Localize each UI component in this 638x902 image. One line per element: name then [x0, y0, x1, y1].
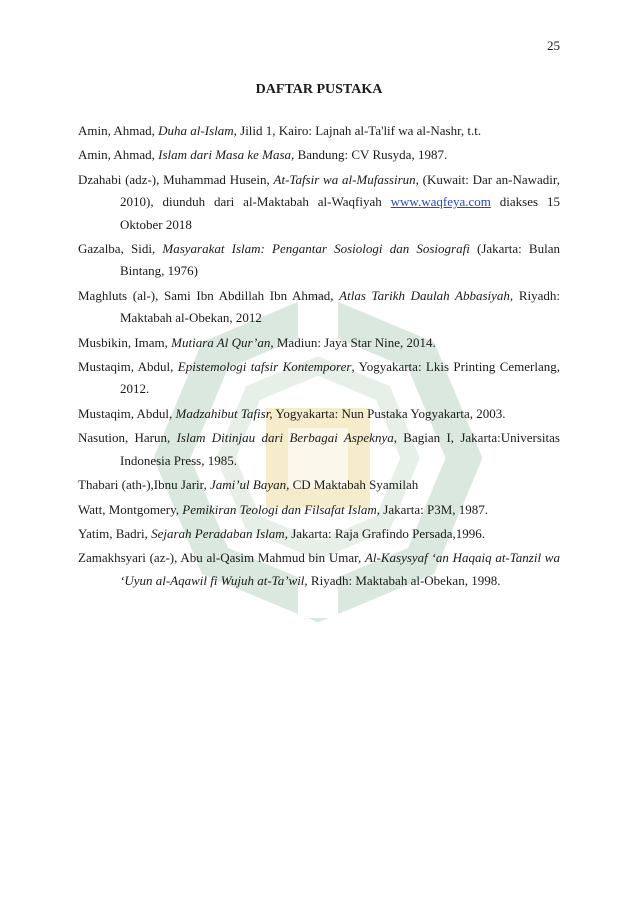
reference-entry: Amin, Ahmad, Islam dari Masa ke Masa, Bandung: CV Rusyda, 1987.	[78, 147, 448, 163]
reference-entry: Dzahabi (adz-), Muhammad Husein, At-Tafsir wa al-Mufassirun, (Kuwait: Dar an-Nawadir, 2010), diunduh dari al-Maktabah al-Waqfiyah www.waqfeya.com diakses 15 Oktober 2018	[78, 171, 560, 232]
book-title: Islam dari Masa ke Masa,	[158, 147, 295, 163]
reference-entry: Thabari (ath-),Ibnu Jarir, Jami’ul Bayan, CD Maktabah Syamilah	[78, 477, 419, 493]
reference-entry: Watt, Montgomery, Pemikiran Teologi dan Filsafat Islam, Jakarta: P3M, 1987.	[78, 501, 489, 517]
reference-entry: Maghluts (al-), Sami Ibn Abdillah Ibn Ahmad, Atlas Tarikh Daulah Abbasiyah, Riyadh: Maktabah al-Obekan, 2012	[78, 287, 560, 326]
book-title: Jami’ul Bayan,	[209, 477, 290, 493]
reference-entry: Nasution, Harun, Islam Ditinjau dari Berbagai Aspeknya, Bagian I, Jakarta:Universitas Indonesia Press, 1985.	[78, 430, 560, 468]
book-title: Mutiara Al Qur’an	[171, 334, 271, 350]
book-title: Sejarah Peradaban Islam	[151, 525, 285, 541]
book-title: Madzahibut Tafisr,	[175, 405, 273, 421]
book-title: Masyarakat Islam: Pengantar Sosiologi dan Sosiografi	[162, 241, 470, 257]
book-title: Islam Ditinjau dari Berbagai Aspeknya	[176, 430, 394, 446]
book-title: Epistemologi tafsir Kontemporer	[177, 359, 352, 375]
book-title: Atlas Tarikh Daulah Abbasiyah,	[339, 287, 514, 303]
reference-entry: Mustaqim, Abdul, Madzahibut Tafisr, Yogyakarta: Nun Pustaka Yogyakarta, 2003.	[78, 405, 506, 421]
book-title: Al-Kasysyaf ‘an Haqaiq at-Tanzil wa ‘Uyun al-Aqawil fi Wujuh at-Ta’wil,	[120, 550, 560, 588]
page-number: 25	[547, 38, 560, 53]
reference-entry: Gazalba, Sidi, Masyarakat Islam: Pengantar Sosiologi dan Sosiografi (Jakarta: Bulan Bintang, 1976)	[78, 241, 560, 279]
reference-entry: Amin, Ahmad, Duha al-Islam, Jilid 1, Kairo: Lajnah al-Ta'lif wa al-Nashr, t.t.	[78, 123, 482, 138]
waqfeya-link[interactable]: www.waqfeya.com	[390, 194, 491, 210]
reference-list	[78, 120, 560, 594]
book-title: Pemikiran Teologi dan Filsafat Islam,	[182, 501, 381, 517]
reference-entry: Mustaqim, Abdul, Epistemologi tafsir Kontemporer, Yogyakarta: Lkis Printing Cemerlang, 2012.	[78, 359, 560, 397]
book-title: Duha al-Islam	[158, 123, 234, 138]
book-title: At-Tafsir wa al-Mufassirun,	[273, 171, 419, 187]
reference-entry: Musbikin, Imam, Mutiara Al Qur’an, Madiun: Jaya Star Nine, 2014.	[78, 334, 436, 350]
section-title: DAFTAR PUSTAKA	[255, 82, 383, 97]
reference-entry: Yatim, Badri, Sejarah Peradaban Islam, Jakarta: Raja Grafindo Persada,1996.	[78, 525, 486, 541]
reference-entry: Zamakhsyari (az-), Abu al-Qasim Mahmud bin Umar, Al-Kasysyaf ‘an Haqaiq at-Tanzil wa ‘Uyun al-Aqawil fi Wujuh at-Ta’wil, Riyadh: Maktabah al-Obekan, 1998.	[78, 550, 560, 588]
